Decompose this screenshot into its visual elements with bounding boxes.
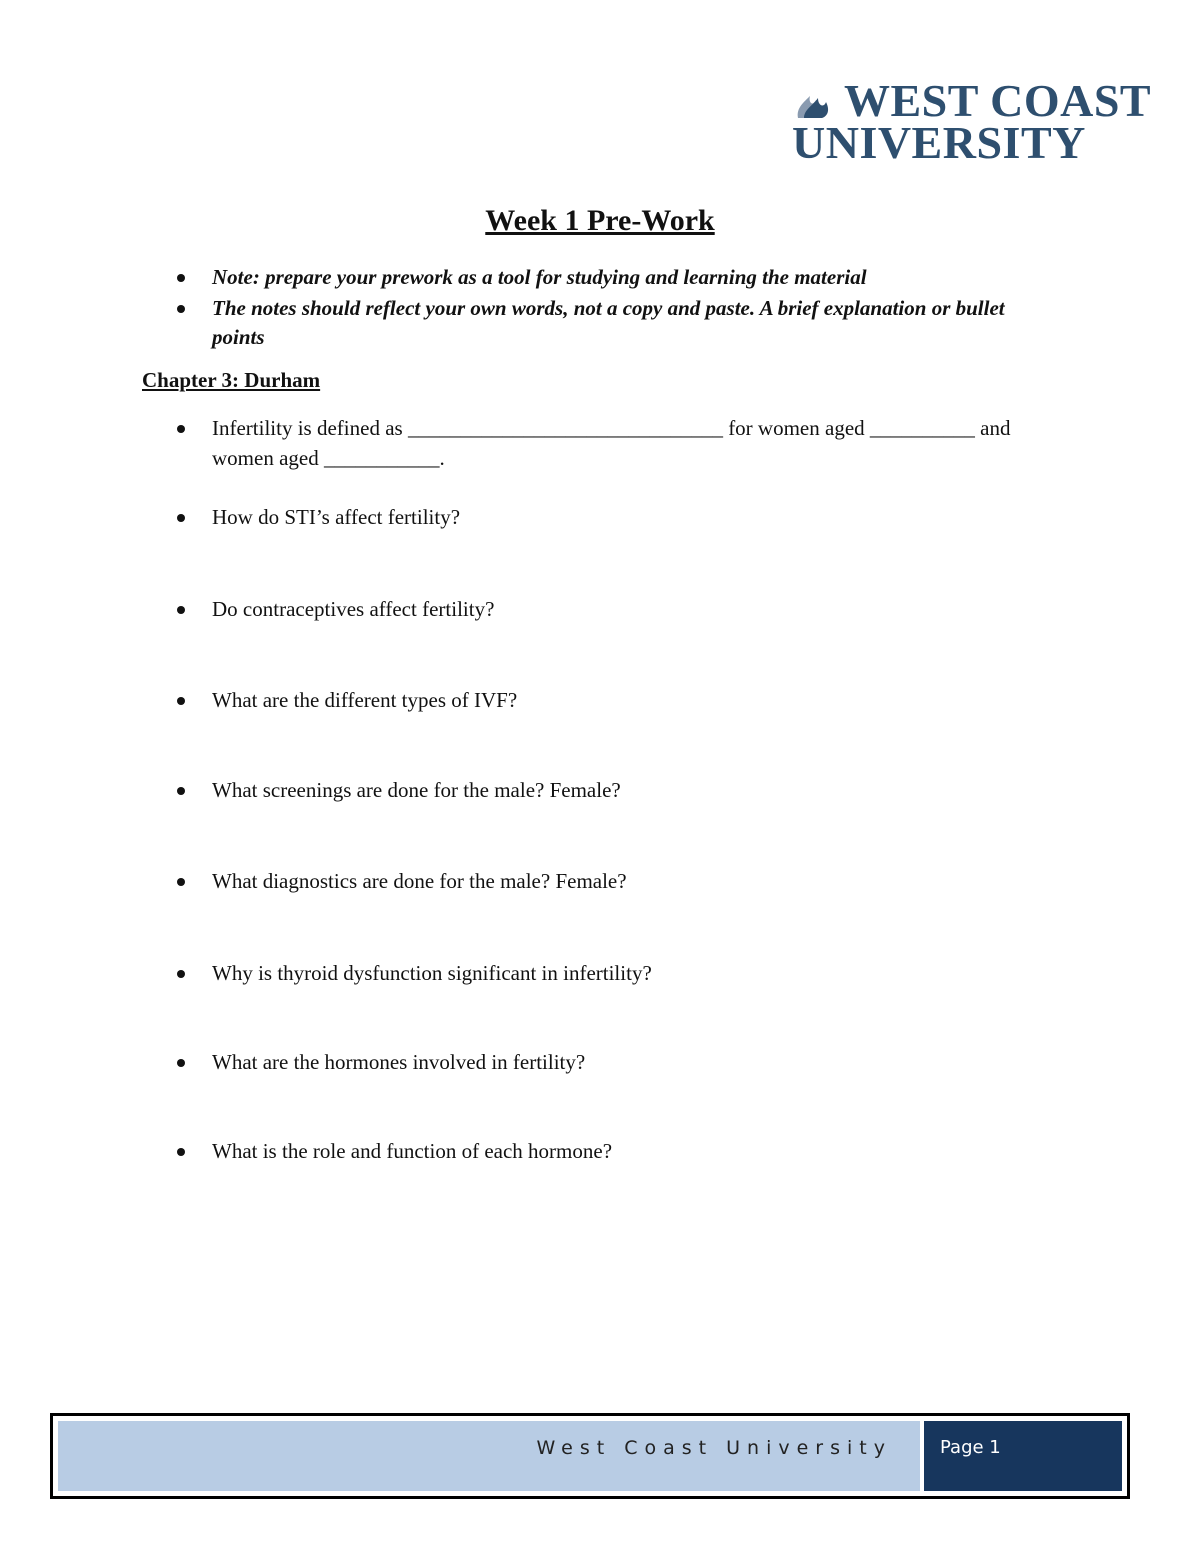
page-number: Page 1 (940, 1437, 1001, 1458)
logo-text-line2: UNIVERSITY (792, 117, 1086, 168)
question-text: Why is thyroid dysfunction significant in infertility? (212, 961, 652, 985)
question-text: How do STI’s affect fertility? (212, 505, 461, 529)
bullet-icon (177, 305, 185, 313)
flame-icon (790, 82, 840, 120)
university-logo (790, 76, 1160, 166)
question-text: What are the hormones involved in fertility? (212, 1050, 586, 1074)
question-text: Infertility is defined as ______________________________ for women aged __________ and women aged ___________. (212, 416, 1016, 470)
bullet-icon (177, 1059, 185, 1067)
question-text: What screenings are done for the male? Female? (212, 778, 621, 802)
bullet-icon (177, 787, 185, 795)
bullet-icon (177, 514, 185, 522)
page-number-box (920, 1421, 1122, 1491)
page-title: Week 1 Pre-Work (485, 204, 715, 237)
bullet-icon (177, 970, 185, 978)
question-text: What is the role and function of each hormone? (212, 1139, 613, 1163)
footer-band (58, 1421, 1122, 1491)
bullet-icon (177, 606, 185, 614)
bullet-icon (177, 1148, 185, 1156)
note-text: The notes should reflect your own words, not a copy and paste. A brief explanation or bullet points (212, 296, 1005, 349)
page-footer (50, 1413, 1130, 1499)
question-text: What are the different types of IVF? (212, 688, 518, 712)
chapter-heading: Chapter 3: Durham (142, 368, 321, 392)
question-text: What diagnostics are done for the male? Female? (212, 869, 627, 893)
note-text: Note: prepare your prework as a tool for studying and learning the material (212, 265, 867, 289)
question-text: Do contraceptives affect fertility? (212, 597, 495, 621)
footer-brand: West Coast University (536, 1437, 892, 1459)
bullet-icon (177, 878, 185, 886)
bullet-icon (177, 697, 185, 705)
logo-text-line1: WEST COAST (844, 75, 1152, 126)
bullet-icon (177, 425, 185, 433)
bullet-icon (177, 274, 185, 282)
